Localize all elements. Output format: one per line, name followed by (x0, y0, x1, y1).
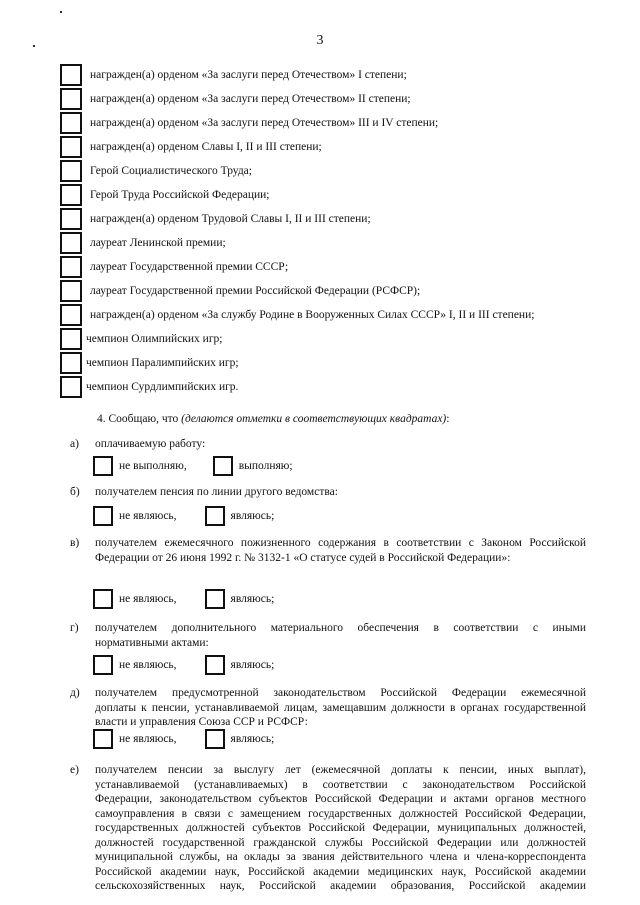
item-letter-b: б) (70, 486, 80, 498)
item-letter-g: г) (70, 622, 79, 634)
checkbox-not-recipient[interactable] (93, 655, 113, 675)
checkbox[interactable] (60, 256, 82, 278)
award-item[interactable] (60, 255, 288, 279)
checkbox[interactable] (60, 232, 82, 254)
award-item[interactable] (60, 279, 420, 303)
checkbox-not-recipient[interactable] (93, 589, 113, 609)
checkbox[interactable] (60, 352, 82, 374)
award-label: награжден(а) орденом Трудовой Славы I, II и III степени; (90, 213, 371, 225)
checkbox-not-recipient[interactable] (93, 506, 113, 526)
checkbox-not-recipient[interactable] (93, 729, 113, 749)
item-letter-d: д) (70, 687, 80, 699)
award-item[interactable] (60, 303, 534, 327)
checkbox[interactable] (60, 280, 82, 302)
checkbox[interactable] (60, 112, 82, 134)
award-label: награжден(а) орденом Славы I, II и III степени; (90, 141, 322, 153)
item-b-options: не являюсь, являюсь; (93, 504, 274, 528)
award-label: чемпион Паралимпийских игр; (86, 357, 239, 369)
checkbox-recipient[interactable] (205, 655, 225, 675)
award-item[interactable] (60, 135, 322, 159)
item-d-options: не являюсь, являюсь; (93, 727, 274, 751)
item-letter-v: в) (70, 537, 80, 549)
item-b-text: получателем пенсия по линии другого ведомства: (95, 486, 338, 498)
item-a-text: оплачиваемую работу: (95, 438, 206, 450)
checkbox[interactable] (60, 160, 82, 182)
checkbox[interactable] (60, 328, 82, 350)
item-v-text: получателем ежемесячного пожизненного содержания в соответствии с Законом Российской Федерации от 26 июня 1992 г. № 3132-1 «О статусе судей в Российской Федерации»: (95, 537, 586, 564)
checkbox[interactable] (60, 208, 82, 230)
award-label: лауреат Ленинской премии; (90, 237, 226, 249)
item-d-text: получателем предусмотренной законодательством Российской Федерации ежемесячной доплаты к пенсии, устанавливаемой лицам, замещавшим должности в органах государственной власти и управления Союза ССР и РСФСР: (95, 687, 586, 728)
item-a-options: не выполняю, выполняю; (93, 454, 293, 478)
award-item[interactable] (60, 87, 411, 111)
page-number: 3 (316, 33, 324, 48)
award-label: чемпион Олимпийских игр; (86, 333, 223, 345)
award-item[interactable] (60, 111, 438, 135)
checkbox[interactable] (60, 304, 82, 326)
checkbox-recipient[interactable] (205, 729, 225, 749)
checkbox-performing[interactable] (213, 456, 233, 476)
award-item[interactable] (60, 327, 222, 351)
award-item[interactable] (60, 183, 270, 207)
award-label: лауреат Государственной премии СССР; (90, 261, 289, 273)
award-label: награжден(а) орденом «За заслуги перед Отечеством» III и IV степени; (90, 117, 439, 129)
award-label: Герой Социалистического Труда; (90, 165, 252, 177)
award-label: чемпион Сурдлимпийских игр. (86, 381, 239, 393)
item-e-text: получателем пенсии за выслугу лет (ежемесячной доплаты к пенсии, иных выплат), устанавливаемой (устанавливаемых) в соответствии с законодательством Российской Федерации, законодательством субъектов Российской Федерации и актами органов местного самоуправления в связи с замещением государственных должностей Российской Федерации, государственных должностей субъектов Российской Федерации, муниципальных должностей, должностей государственной гражданской службы Российской Федерации или должностей муниципальной службы, на оклады за звания действительного члена и члена-корреспондента Российской академии наук, Российской академии медицинских наук, Российской академии сельскохозяйственных наук, Российской академии образования, Российской академии (95, 764, 586, 892)
checkbox[interactable] (60, 184, 82, 206)
checkbox[interactable] (60, 88, 82, 110)
award-label: награжден(а) орденом «За заслуги перед Отечеством» I степени; (90, 69, 407, 81)
checkbox[interactable] (60, 136, 82, 158)
item-g-options: не являюсь, являюсь; (93, 653, 274, 677)
award-item[interactable] (60, 351, 239, 375)
item-g-text: получателем дополнительного материального обеспечения в соответствии с иными нормативными актами: (95, 622, 586, 649)
award-item[interactable] (60, 63, 407, 87)
checkbox[interactable] (60, 376, 82, 398)
award-item[interactable] (60, 159, 252, 183)
award-label: награжден(а) орденом «За заслуги перед Отечеством» II степени; (90, 93, 411, 105)
item-letter-a: а) (70, 438, 79, 450)
checkbox-recipient[interactable] (205, 506, 225, 526)
checkbox-recipient[interactable] (205, 589, 225, 609)
award-label: Герой Труда Российской Федерации; (90, 189, 270, 201)
award-label: лауреат Государственной премии Российской Федерации (РСФСР); (90, 285, 421, 297)
item-letter-e: е) (70, 764, 79, 776)
award-item[interactable] (60, 231, 226, 255)
award-label: награжден(а) орденом «За службу Родине в Вооруженных Силах СССР» I, II и III степени; (90, 309, 535, 321)
item-v-options: не являюсь, являюсь; (93, 587, 274, 611)
section-4-heading: 4. Сообщаю, что (делаются отметки в соответствующих квадратах): (97, 413, 450, 425)
award-item[interactable] (60, 207, 371, 231)
checkbox-not-performing[interactable] (93, 456, 113, 476)
award-item[interactable] (60, 375, 238, 399)
checkbox[interactable] (60, 64, 82, 86)
scan-speck (60, 11, 62, 13)
